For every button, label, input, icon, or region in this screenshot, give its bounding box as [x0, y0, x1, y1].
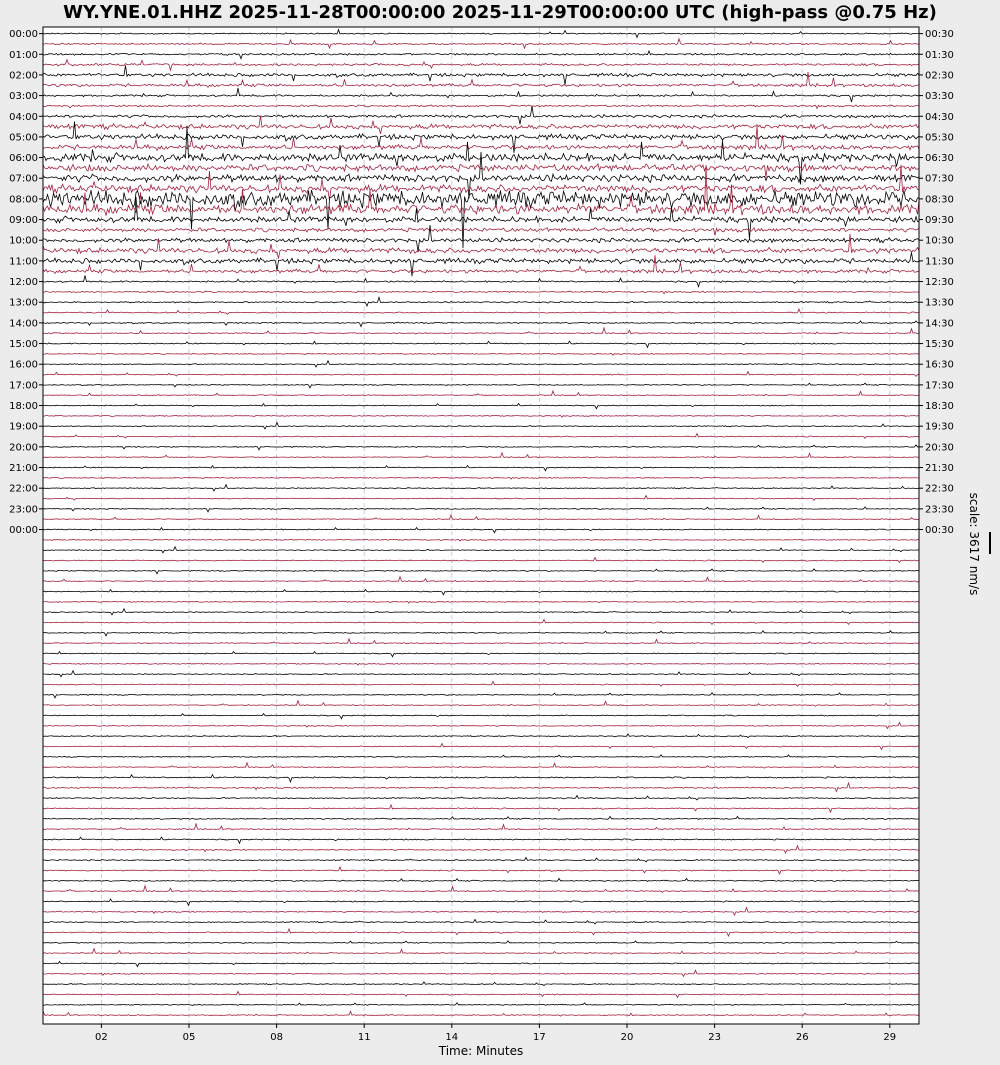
left-hour-label: 05:00 — [9, 132, 38, 144]
left-hour-label: 04:00 — [9, 111, 38, 123]
right-hour-label: 03:30 — [925, 91, 954, 103]
left-hour-label: 03:00 — [9, 91, 38, 103]
left-hour-label: 09:00 — [9, 215, 38, 227]
left-hour-label: 17:00 — [9, 380, 38, 392]
left-hour-label: 16:00 — [9, 359, 38, 371]
left-hour-label: 13:00 — [9, 297, 38, 309]
left-hour-label: 11:00 — [9, 256, 38, 268]
x-tick-label: 20 — [620, 1032, 634, 1043]
right-hour-label: 12:30 — [925, 277, 954, 289]
right-hour-label: 15:30 — [925, 339, 954, 351]
chart-title: WY.YNE.01.HHZ 2025-11-28T00:00:00 2025-11-29T00:00:00 UTC (high-pass @0.75 Hz) — [63, 2, 937, 23]
right-hour-label: 01:30 — [925, 49, 954, 61]
right-hour-label: 04:30 — [925, 111, 954, 123]
left-hour-label: 01:00 — [9, 49, 38, 61]
x-axis-label: Time: Minutes — [438, 1044, 524, 1058]
x-tick-label: 02 — [95, 1032, 108, 1043]
x-tick-label: 29 — [883, 1032, 897, 1043]
left-hour-label: 19:00 — [9, 421, 38, 433]
right-hour-label: 11:30 — [925, 256, 954, 268]
right-hour-label: 17:30 — [925, 380, 954, 392]
right-hour-label: 00:30 — [925, 525, 954, 537]
left-hour-label: 20:00 — [9, 442, 38, 454]
left-hour-label: 12:00 — [9, 277, 38, 289]
left-hour-label: 00:00 — [9, 29, 38, 41]
x-axis-ticks — [95, 1024, 896, 1043]
x-tick-label: 14 — [445, 1032, 459, 1043]
right-hour-label: 21:30 — [925, 463, 954, 475]
left-hour-label: 00:00 — [9, 525, 38, 537]
right-hour-label: 20:30 — [925, 442, 954, 454]
right-hour-labels — [919, 29, 954, 536]
right-hour-label: 10:30 — [925, 235, 954, 247]
left-hour-labels — [9, 29, 43, 536]
right-hour-label: 18:30 — [925, 401, 954, 413]
right-hour-label: 19:30 — [925, 421, 954, 433]
x-tick-label: 26 — [795, 1032, 809, 1043]
right-hour-label: 02:30 — [925, 70, 954, 82]
x-tick-label: 17 — [533, 1032, 546, 1043]
right-hour-label: 00:30 — [925, 29, 954, 41]
left-hour-label: 22:00 — [9, 483, 38, 495]
scale-label: scale: 3617 nm/s — [967, 492, 981, 596]
left-hour-label: 06:00 — [9, 153, 38, 165]
right-hour-label: 23:30 — [925, 504, 954, 516]
left-hour-label: 21:00 — [9, 463, 38, 475]
x-tick-label: 11 — [357, 1032, 371, 1043]
left-hour-label: 23:00 — [9, 504, 38, 516]
x-tick-label: 08 — [270, 1032, 283, 1043]
left-hour-label: 07:00 — [9, 173, 38, 185]
plot-area — [43, 27, 919, 1024]
right-hour-label: 22:30 — [925, 483, 954, 495]
right-hour-label: 08:30 — [925, 194, 954, 206]
right-hour-label: 05:30 — [925, 132, 954, 144]
left-hour-label: 14:00 — [9, 318, 38, 330]
left-hour-label: 02:00 — [9, 70, 38, 82]
left-hour-label: 18:00 — [9, 401, 38, 413]
right-hour-label: 13:30 — [925, 297, 954, 309]
left-hour-label: 10:00 — [9, 235, 38, 247]
x-tick-label: 05 — [182, 1032, 196, 1043]
right-hour-label: 14:30 — [925, 318, 954, 330]
right-hour-label: 09:30 — [925, 215, 954, 227]
right-hour-label: 07:30 — [925, 173, 954, 185]
right-hour-label: 16:30 — [925, 359, 954, 371]
left-hour-label: 08:00 — [9, 194, 38, 206]
left-hour-label: 15:00 — [9, 339, 38, 351]
x-tick-label: 23 — [708, 1032, 721, 1043]
right-hour-label: 06:30 — [925, 153, 954, 165]
